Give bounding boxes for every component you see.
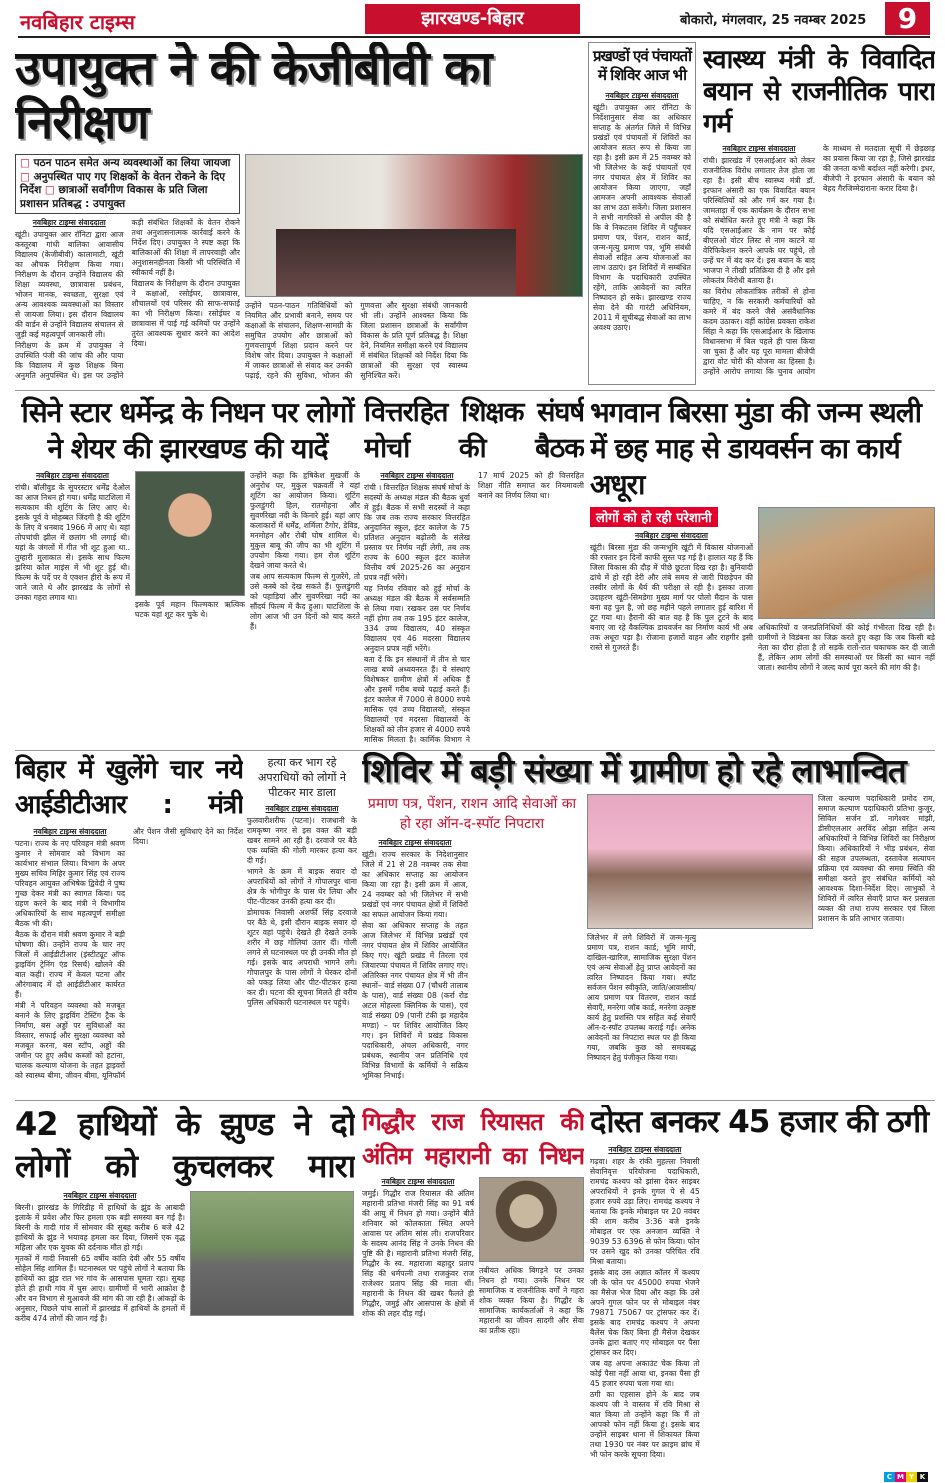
paragraph: ठगी का एहसास होने के बाद जब कश्यप जी ने वास्तव में रवि मिश्रा से बात किया तो उन्होंने कहा कि मैं तो आपको फोन नहीं किया हूं। इसके बाद उन्होंने साइबर थाना में शिकायत किया तथा 1930 पर नंबर पर क्राइम ब्रांच में भी फोन करके सूचना दिया। — [590, 1389, 700, 1459]
a12-body — [590, 1145, 935, 1460]
paragraph: जिला कल्याण पदाधिकारी प्रमोद राम, समाज कल्याण पदाधिकारी प्रतिभा कुजूर, सिविल सर्जन डॉ. नागेश्वर मांझी, डीसीएलआर अरविंद ओझा सहित अन्य अधिकारियों ने विभिन्न शिविरों का निरीक्षण किया। अधिकारियों ने भीड़ प्रबंधन, सेवा की सहज उपलब्धता, दस्तावेज सत्यापन प्रक्रिया एवं व्यवस्था की समग्र स्थिति की समीक्षा करते हुए संबंधित कर्मियों को आवश्यक दिशा-निर्देश दिए। लाभुकों ने शिविरों में त्वरित सेवाएँ प्राप्त कर प्रसन्नता व्यक्त की तथा राज्य सरकार एवं जिला प्रशासन के प्रति आभार जताया। — [818, 793, 935, 923]
byline: नवबिहार टाइम्स संवाददाता — [265, 804, 339, 813]
paragraph: फुलवारीशरीफ (पटना)। राजधानी के रामकृष्ण नगर से इस वक्त की बड़ी खबर सामने आ रही है। दरवाजे पर बैठे एक व्यक्ति की गोली मारकर हत्या कर दी गई। — [247, 816, 357, 865]
paragraph: बैठक के दौरान मंत्री श्रवण कुमार ने बड़ी घोषणा की। उन्होंने राज्य के चार नए जिलों में आईडीटीआर (इंस्टीट्यूट ऑफ ड्राइविंग ट्रेनिंग एंड रिसर्च) खोलने की बात कही। राज्य में केवल पटना और औरंगाबाद में दो आईडीटीआर कार्यरत हैं। — [15, 930, 125, 999]
a6-body-cont — [758, 623, 935, 746]
byline: नवबिहार टाइम्स संवाददाता — [378, 837, 452, 847]
a10-photo-elephants — [190, 1191, 354, 1316]
paragraph: गढ़वा। शहर के रांकी मुहल्ला निवासी सेवानिवृत्त परियोजना पदाधिकारी, रामचंद्र कश्यप को झांसा देकर साइबर अपराधियों ने इनके गुगल पे से 45 हजार रुपये उड़ा लिए। रामचंद्र कश्यप ने बताया कि इनके मोबाइल पर 20 नवंबर की शाम करीब 3:36 बजे इनके मोबाइल पर एक अनजान व्यक्ति ने 9039 53 6396 से फोन किया। फोन पर उसने खुद को उनका परिचित रवि मिश्रा बताया। — [590, 1156, 700, 1266]
paragraph: पटना। राज्य के नए परिवहन मंत्री श्रवण कुमार ने सोमवार को विभाग का कार्यभार संभाल लिया। विभाग के अपर मुख्य सचिव मिहिर कुमार सिंह एवं राज्य परिवहन आयुक्त अभिषेक द्विवेदी ने पुष्प गुच्छ देकर मंत्री का स्वागत किया। पद ग्रहण करने के बाद मंत्री ने विभागीय अधिकारियों के साथ महत्वपूर्ण समीक्षा बैठक भी की। — [15, 839, 125, 928]
paragraph: डोमाचक निवासी अशर्फी सिंह दरवाजे पर बैठे थे, इसी दौरान बाइक सवार दो शूटर वहां पहुंचे। देखते ही देखते उनके शरीर में छह गोलियां उतार दीं। गोली लगने से घटनास्थल पर ही उनकी मौत हो गई। इसके बाद अपराधी भागने लगे। गोपालपुर के पास लोगों ने घेरकर दोनों को पकड़ लिया और पीट-पीटकर हत्या कर दी। घटना की सूचना मिलते ही वरीय पुलिस अधिकारी घटनास्थल पर पहुंचे। — [247, 908, 357, 1007]
paragraph: मंत्री ने परिवहन व्यवस्था को मजबूत बनाने के लिए ड्राइविंग टेस्टिंग ट्रैक के निर्माण, बस अड्डों पर सुविधाओं का विस्तार, सफाई और सुरक्षा व्यवस्था को मजबूत करना, बस स्टॉप, अड्डों की जमीन पर हुए अवैध कब्जों को हटाना, चालक कल्याण योजना के तहत ड्राइवरों को स्वास्थ्य बीमा, जीवन बीमा, यूनिफॉर्म और पेंशन जैसी सुविधाएं देने का निर्देश दिया। — [15, 827, 243, 1080]
dateline: बोकारो, मंगलवार, 25 नवम्बर 2025 — [680, 13, 867, 28]
a4-headline: सिने स्टार धर्मेन्द्र के निधन पर लोगों ने शेयर की झारखण्ड की यादें — [21, 396, 354, 465]
a12-headline: दोस्त बनकर 45 हजार की ठगी — [590, 1105, 929, 1140]
section-title: झारखण्ड-बिहार — [365, 4, 580, 34]
byline: नवबिहार टाइम्स संवाददाता — [33, 827, 107, 836]
paragraph: भागने के क्रम में बाइक सवार दो अपराधियों को लोगों ने गोपालपुर थाना क्षेत्र के भोगीपुर के पास घेर लिया और पीट-पीटकर उनकी हत्या कर दी। — [247, 867, 357, 906]
a3-article — [703, 44, 935, 385]
a1-body-cont — [245, 301, 583, 385]
a1-body — [15, 218, 240, 385]
paragraph: उन्होंने कहा कि हृषिकेश मुखर्जी के अनुरोध पर, मुकुल चक्रवर्ती ने यहां शूटिंग का आयोजन किया। शूटिंग फुलडुंगरी हिल, रातमोहना और सुवर्णरेखा नदी के किनारे हुई। यहां आए कलाकारों में धर्मेंद्र, शर्मिला टैगोर, डेविड, मनमोहन और रोबी घोष शामिल थे। मुकुल बाबू की जीप का भी शूटिंग में उपयोग किया गया। हम रोज शूटिंग देखने जाया करते थे। — [250, 471, 360, 570]
a3-headline: स्वास्थ्य मंत्री के विवादित बयान से राजनीतिक पारा गर्म — [703, 45, 935, 139]
a4-body-col1 — [15, 471, 130, 746]
byline: नवबिहार टाइम्स संवाददाता — [36, 471, 109, 480]
byline: नवबिहार टाइम्स संवाददाता — [32, 218, 106, 228]
paragraph: रांची । वित्तरहित शिक्षक संघर्ष मोर्चा के सदस्यों के अध्यक्ष मंडल की बैठक धुर्वा में हुई। बैठक में सभी सदस्यों ने कहा कि जब तक राज्य सरकार वित्तरहित अनुदानित स्कूल, इंटर कालेज के 75 प्रतिशत अनुदान बढ़ोतरी के संलेख प्रस्ताव पर निर्णय नहीं लेगी, तब तक राज्य के 600 स्कूल इंटर कालेज वित्तीय वर्ष 2025-26 का अनुदान प्रपत्र नहीं भरेंगे। — [364, 483, 470, 582]
paragraph: बता दें कि इन संस्थानों में तीन से चार लाख बच्चे अध्ययनरत हैं। ये संस्थाएं विशेषकर ग्रामीण क्षेत्रों में अधिक हैं और इसमें गरीब बच्चे पढ़ाई करते हैं। इंटर कालेज में 7000 से 8000 रुपये मासिक एवं उच्च विद्यालयों, संस्कृत विद्यालयों एवं मदरसा विद्यालयों के शिक्षकों को तीन हजार से 4000 रुपये मासिक मिलता है। कार्मिक विभाग ने 17 मार्च 2025 को ही वित्तरहित शिक्षा नीति समाप्त कर नियमावली बनाने का निर्णय लिया था। — [364, 471, 584, 744]
a11-photo-maharani — [479, 1177, 584, 1262]
byline: नवबिहार टाइम्स संवाददाता — [380, 471, 454, 480]
a6-article — [590, 395, 935, 746]
a9-body-right — [818, 794, 935, 1095]
paragraph: जमुई। गिद्धौर राज रियासत की अंतिम महारानी प्रतिभा मंजरी सिंह का 91 वर्ष की आयु में निधन हो गया। उन्होंने बीते शनिवार को कोलकाता स्थित अपने आवास पर अंतिम सांस ली। राजपरिवार के सदस्य आनंद सिंह ने उनके निधन की पुष्टि की है। महारानी प्रतिभा मंजरी सिंह, गिद्धौर के स्व. महाराजा बहादुर प्रताप सिंह की धर्मपत्नी तथा राजकुंवर राज राजेश्वर प्रताप सिंह की माता थीं। महारानी के निधन की खबर फैलते ही गिद्धौर, जमुई और आसपास के क्षेत्रों में शोक की लहर दौड़ गई। — [362, 1189, 474, 1318]
a11-headline: गिद्धौर राज रियासत की अंतिम महारानी का निधन — [362, 1108, 584, 1170]
a10-article — [15, 1103, 355, 1463]
a7-body — [15, 827, 243, 1095]
a11-body-cont — [479, 1266, 584, 1467]
a9-article — [362, 752, 935, 1095]
cmyk-registration-mark — [884, 1464, 928, 1483]
paragraph: का विरोध लोकतांत्रिक तरीकों से होना चाहिए, न कि सरकारी कर्मचारियों को कमरे में बंद करने जैसे असंवैधानिक कदम उठाकर। वहीं कांग्रेस प्रवक्ता राकेश सिंहा ने कहा कि एसआईआर के खिलाफ विधानसभा में बिल पहले ही पास किया जा चुका है और यह पूरा मामला बीजेपी द्वारा वोट चोरी की योजना का हिस्सा है। उन्होंने आरोप लगाया कि चुनाव आयोग के माध्यम से मतदाता सूची में छेड़छाड़ का प्रयास किया जा रहा है, जिसे झारखंड की जनता कभी बर्दाश्त नहीं करेगी। इधर, बीजेपी ने इरफान अंसारी के बयान को बेहद गैरजिम्मेदाराना करार दिया है। — [703, 144, 935, 376]
page-number: 9 — [885, 2, 930, 35]
paragraph: निरीक्षण के क्रम में उपायुक्त ने उपस्थिति पंजी की जांच की और पाया कि विद्यालय में कुछ शिक्षक बिना अनुमति अनुपस्थित थे। इस पर उन्होंने कड़ी संबंधित शिक्षकों के वेतन रोकने तथा अनुशासनात्मक कार्रवाई करने के निर्देश दिए। उपायुक्त ने स्पष्ट कहा कि बालिकाओं की शिक्षा में लापरवाही और अनुशासनहीनता किसी भी परिस्थिति में स्वीकार्य नहीं है। — [15, 218, 240, 381]
paragraph: खूंटी। उपायुक्त आर रॉनिटा द्वारा आज कस्तूरबा गांधी बालिका आवासीय विद्यालय (केजीबीवी) कालामाटी, खूंटी का औचक निरीक्षण किया गया। निरीक्षण के दौरान उन्होंने विद्यालय की शिक्षा व्यवस्था, छात्रावास प्रबंधन, भोजन मानक, स्वच्छता, सुरक्षा एवं अन्य आवश्यक व्यवस्थाओं का विस्तार से जायजा लिया। इस दौरान विद्यालय की वार्डन से उन्होंने विद्यालय संचालन से जुड़ी कई महत्वपूर्ण जानकारी ली। — [15, 230, 124, 340]
a1-article — [15, 42, 583, 385]
paragraph: खूंटी। बिरसा मुंडा की जन्मभूमि खूंटी में विकास योजनाओं की रफ्तार इन दिनों काफी सुस्त पड़ गई है। हालात यह हैं कि जिला विकास की दौड़ में पीछे छूटता दिख रहा है। बुनियादी ढांचे में हो रही देरी और लंबे समय से जारी पिछड़ेपन की तस्वीर लोगों के धैर्य की परीक्षा ले रही है। इसका ताजा उदाहरण खूंटी-सिमडेगा मुख्य मार्ग पर पोलो मैदान के पास बना वह पुल है, जो छह महीने पहले लगातार हुई बारिश में टूट गया था। हैरानी की बात यह है कि पुल टूटने के बाद बनाए जा रहे वैकल्पिक डायवर्जन का निर्माण कार्य भी अब तक अधूरा पड़ा है। रोजाना हजारों वाहन और राहगीर इसी रास्ते से गुजरते हैं। — [590, 543, 753, 652]
a9-subhead: प्रमाण पत्र, पेंशन, राशन आदि सेवाओं का हो रहा ऑन-द-स्पॉट निपटारा — [367, 795, 577, 832]
a12-article — [590, 1105, 935, 1460]
cmyk-k: K — [917, 1472, 928, 1482]
byline: नवबिहार टाइम्स संवाददाता — [722, 144, 796, 153]
a9-body — [362, 838, 582, 1095]
a7-headline: बिहार में खुलेंगे चार नये आईडीटीआर : मंत्री — [15, 755, 243, 820]
divider — [15, 390, 935, 391]
paragraph: सेवा का अधिकार सप्ताह के तहत आज जिलेभर में विभिन्न प्रखंडों एवं नगर पंचायत क्षेत्र में शिविर आयोजित किए गए। खूंटी प्रखंड में तिरला एवं जियारप्पा पंचायत में शिविर लगाए गए। अतिरिक्त नगर पंचायत क्षेत्र में भी तीन स्थानों– वार्ड संख्या 07 (चौधरी तालाब के पास), वार्ड संख्या 08 (कर्रा रोड अटल मोहल्ला क्लिनिक के पास), एवं वार्ड संख्या 09 (पानी टंकी झ महादेव मण्डा) – पर शिविर आयोजित किए गए। इन शिविरों में प्रखंड विकास पदाधिकारी, अंचल अधिकारी, नगर प्रबंधक, स्थानीय जन प्रतिनिधि एवं विभिन्न विभागों के कर्मियों ने सक्रिय भूमिका निभाई। — [362, 920, 468, 1080]
a7-article — [15, 753, 243, 1095]
a4-caption — [135, 600, 245, 746]
a9-headline: शिविर में बड़ी संख्या में ग्रामीण हो रहे लाभान्वित — [362, 752, 906, 790]
a2-headline: प्रखण्डों एवं पंचायतों में शिविर आज भी — [593, 47, 691, 84]
a8-headline: हत्या कर भाग रहे अपराधियों को लोगों ने पीटकर मार डाला — [257, 756, 347, 799]
masthead: नवबिहार टाइम्स — [20, 10, 135, 34]
paragraph: यह निर्णय रविवार को हुई मोर्चा के अध्यक्ष मंडल की बैठक में सर्वसम्मति से लिया गया। रखकर उस पर निर्णय नहीं होगा तब तक 195 इंटर कालेज, 334 उच्च विद्यालय, 40 संस्कृत विद्यालय एवं 46 मदरसा विद्यालय अनुदान प्रपत्र नहीं भरेंगे। — [364, 584, 470, 653]
paragraph: मृतकों में गादी निवासी 65 वर्षीय कांति देवी और 55 वर्षीय सोहेल सिंह शामिल हैं। घटनास्थल पर पहुंचे लोगों ने बताया कि हाथियों का झुंड रात भर गांव के आसपास घूमता रहा। सुबह होते ही हाथी गांव में घुस आए। ग्रामीणों में भारी आक्रोश है और वन विभाग से मुआवजे की मांग की जा रही है। आंकड़ों के अनुसार, पिछले पांच सालों में झारखंड में हाथियों के हमलों में करीब 474 लोगों की जान गई है। — [15, 1254, 185, 1323]
paragraph: इसके पूर्व महान फिल्मकार ऋत्विक घटक यहां शूट कर चुके थे। — [135, 600, 245, 619]
a6-label: लोगों को हो रही परेशानी — [590, 507, 718, 527]
a10-headline: 42 हाथियों के झुण्ड ने दो लोगों को कुचलकर मारा — [15, 1105, 355, 1185]
paragraph: खूंटी। राज्य सरकार के निदेशानुसार जिले में 21 से 28 नवम्बर तक सेवा का अधिकार सप्ताह का आयोजन किया जा रहा है। इसी क्रम में आज, 24 नवम्बर को भी जिलेभर में सभी प्रखंडों एवं नगर पंचायत क्षेत्रों में शिविरों का सफल आयोजन किया गया। — [362, 849, 468, 919]
a4-article — [15, 395, 360, 746]
header-rule — [18, 36, 930, 38]
paragraph: जब आप सत्यकाम फिल्म से गुजरेंगे, तो उसे कस्बे को देख सकते हैं। फुलडुंगरी को पहाड़ियां और सुवर्णरेखा नदी का सौंदर्य फिल्म में कैद हुआ। घाटशिला के लोग आज भी उन दिनों को याद करते हैं। — [250, 572, 360, 631]
a11-body — [362, 1177, 474, 1467]
a5-body — [364, 471, 584, 746]
paragraph: विद्यालय के निरीक्षण के दौरान उपायुक्त ने कक्षाओं, रसोईघर, छात्रावास, शौचालयों एवं परिसर की साफ-सफाई का भी निरीक्षण किया। रसोईघर व छात्रावास में पाई गई कमियों पर उन्होंने तुरंत आवश्यक सुधार करने का आदेश दिया। — [131, 279, 240, 349]
a1-photo-inspection — [245, 154, 583, 297]
a3-body — [703, 144, 935, 385]
paragraph: तबीयत अधिक बिगड़ने पर उनका निधन हो गया। उनके निधन पर सामाजिक व राजनीतिक वर्गों ने गहरा शोक व्यक्त किया है। गिद्धौर के सामाजिक कार्यकर्ताओं ने कहा कि महारानी का जीवन सादगी और सेवा का प्रतीक रहा। — [479, 1266, 584, 1335]
paragraph: बिरनी। झारखंड के गिरिडीह में हाथियों के झुंड के आबादी इलाके में प्रवेश और फिर हमला एक बड़ी समस्या बन गई है। बिरनी के गादी गांव में सोमवार की सुबह करीब 6 बजे 42 हाथियों के झुंड ने भयावह हमला कर दिया, जिसमें एक वृद्ध महिला और एक युवक की दर्दनाक मौत हो गई। — [15, 1203, 185, 1252]
a4-photo-dharmendra — [135, 471, 245, 596]
a2-box — [588, 42, 696, 385]
a1-headline: उपायुक्त ने की केजीबीवी का निरीक्षण — [15, 42, 492, 151]
a11-article — [362, 1105, 584, 1467]
a4-body-col3 — [250, 471, 360, 746]
divider — [15, 1100, 935, 1101]
a6-photo-diversion — [758, 507, 935, 619]
a5-article — [364, 395, 584, 746]
byline: नवबिहार टाइम्स संवाददाता — [605, 91, 679, 100]
byline: नवबिहार टाइम्स संवाददाता — [63, 1191, 137, 1200]
paragraph: उन्होंने पठन-पाठन गतिविधियों को नियमित और प्रभावी बनाने, समय पर कक्षाओं के संचालन, शिक्षण-सामग्री के समुचित उपयोग और छात्राओं को गुणवत्तापूर्ण शिक्षा प्रदान करने पर विशेष जोर दिया। उपायुक्त ने कक्षाओं में जाकर छात्राओं से संवाद कर उनकी पढ़ाई, रहने की सुविधा, भोजन की गुणवत्ता और सुरक्षा संबंधी जानकारी भी ली। उन्होंने आश्वस्त किया कि जिला प्रशासन छात्राओं के सर्वांगीण विकास के प्रति पूर्ण प्रतिबद्ध है। शिक्षा देने, नियमित समीक्षा करने एवं विद्यालय में संबंधित शिक्षकों को निर्देश दिया कि छात्राओं की सुरक्षा एवं स्वास्थ्य सुनिश्चित करें। — [245, 301, 468, 381]
paragraph: रांची। बॉलीवुड के सुपरस्टार धर्मेंद्र देओल का आज निधन हो गया। धर्मेंद्र घाटशिला में सत्यकाम की शूटिंग के लिए आए थे। इसके पूर्व वे मोहब्बत जिंदगी है की शूटिंग के लिए वे धनबाद 1966 में आए थे। यहां तोपचांची झील में छलांग भी लगाई थी। यहां के जंगलों में गीत भी शूट हुआ था.. तुम्हारी मुलाकात से। इसके साथ फिल्म झरिया कोल माइंस में भी शूट हुई थी। फिल्म के पर्दे पर वे एक्शन हीरो के रूप में जाने जाते थे और झारखंड के लोगों से उनका गहरा लगाव था। — [15, 483, 130, 602]
a10-body — [15, 1191, 185, 1463]
byline: नवबिहार टाइम्स संवाददाता — [381, 1177, 455, 1186]
divider — [15, 750, 935, 751]
paragraph: जब वह अपना अकाउंट चेक किया तो कोई पैसा नहीं आया था, इनका पैसा ही 45 हजार रुपया चला गया था। — [590, 1358, 700, 1388]
a6-body — [590, 531, 753, 746]
paragraph: इसके बाद उस अज्ञात कॉलर में कश्यप जी के फोन पर 45000 रुपया भेजने का मैसेज भेज दिया और कहा कि उसे अपने गुगल फोन पर से मोबाइल नंबर 79871 75067 पर ट्रांसफर कर दें। इसके बाद रामचंद्र कश्यप ने अपना बैलेंस चेक किए बिना ही मैसेज देखकर उनके द्वारा बताए गए मोबाइल पर पैसा ट्रांसफर कर दिए। — [590, 1267, 700, 1357]
a9-body-cont — [587, 933, 813, 1095]
a9-photo-camp — [587, 794, 813, 929]
paragraph: अधिकारियों व जनप्रतिनिधियों की कोई गंभीरता दिख रही है। ग्रामीणों ने विडंबना का जिक्र करते हुए कहा कि जब किसी बड़े नेता का दौरा होता है तो सड़कें रातों-रात चकाचक कर दी जाती हैं, लेकिन आम लोगों की समस्याओं पर किसी का ध्यान नहीं जाता। स्थानीय लोगों ने जल्द कार्य पूरा करने की मांग की है। — [758, 623, 935, 672]
a8-body — [247, 804, 357, 1095]
a5-headline: वित्तरहित शिक्षक संघर्ष मोर्चा की बैठक — [364, 397, 584, 464]
paragraph: रांची। झारखंड में एसआईआर को लेकर राजनीतिक विरोध लगातार तेज होता जा रहा है। इसी बीच स्वास्थ्य मंत्री डॉ. इरफान अंसारी का एक विवादित बयान परिस्थितियों को और गर्म कर गया है। जामताड़ा में एक कार्यक्रम के दौरान सभा को संबोधित करते हुए मंत्री ने कहा कि यदि एसआईआर के नाम पर कोई बीएलओ वोटर लिस्ट से नाम काटने या वेरिफिकेशन करने आपके घर पहुंचे, तो उन्हें घर में बंद कर दें। इस बयान के बाद भाजपा ने तीखी प्रतिक्रिया दी है और इसे लोकतंत्र विरोधी बताया है। — [703, 156, 815, 285]
cmyk-y: Y — [906, 1472, 917, 1482]
paragraph: जिलेभर में लगे शिविरों में जन्म-मृत्यु प्रमाण पत्र, राशन कार्ड, भूमि मापी, दाखिल-खारिज, सामाजिक सुरक्षा पेंशन एवं अन्य सेवाओं हेतु प्राप्त आवेदनों का त्वरित निष्पादन किया गया। स्पॉट सर्वजन पेंशन स्वीकृति, जाति/आवासीय/आय प्रमाण पत्र वितरण, राशन कार्ड सेवाएँ, मनरेगा जॉब कार्ड, मनरेगा उत्कृष्ट कार्य हेतु प्रशस्ति पत्र सहित कई सेवाएँ ऑन-द-स्पॉट उपलब्ध कराई गईं। अनेक आवेदनों का निपटारा स्थल पर ही किया गया, जबकि कुछ को समयबद्ध निष्पादन हेतु पंजीकृत किया गया। — [587, 932, 696, 1062]
highlight: अनुपस्थित पाए गए शिक्षकों के वेतन रोकने के दिए निर्देश — [20, 170, 226, 197]
a8-article — [247, 755, 357, 1095]
highlight: छात्राओं सर्वांगीण विकास के प्रति जिला प्रशासन प्रतिबद्ध : उपायुक्त — [20, 184, 208, 210]
highlight: पठन पाठन समेत अन्य व्यवस्थाओं का लिया जायजा — [33, 157, 231, 170]
a1-highlights: □ पठन पाठन समेत अन्य व्यवस्थाओं का लिया जायजा □ अनुपस्थित पाए गए शिक्षकों के वेतन रोकने के दिए निर्देश □ छात्राओं सर्वांगीण विकास के प्रति जिला प्रशासन प्रतिबद्ध : उपायुक्त — [15, 154, 240, 214]
cmyk-m: M — [895, 1472, 906, 1482]
cmyk-c: C — [884, 1472, 895, 1482]
a6-headline: भगवान बिरसा मुंडा की जन्म स्थली में छह माह से डायवर्सन का कार्य अधूरा — [590, 396, 922, 501]
byline: नवबिहार टाइम्स संवाददाता — [635, 531, 708, 540]
byline: नवबिहार टाइम्स संवाददाता — [608, 1144, 682, 1154]
paragraph: खूंटी। उपायुक्त आर रॉनिटा के निर्देशानुसार सेवा का अधिकार सप्ताह के अंतर्गत जिले में विभिन्न प्रखंडों एवं पंचायतों में शिविरों का आयोजन सतत रूप से किया जा रहा है। इसी क्रम में 25 नवम्बर को भी जिलेभर के कई पंचायतों एवं नगर पंचायत क्षेत्र में शिविर का आयोजन किया जाएगा, जहाँ आमजन अपनी आवश्यक सेवाओं का लाभ उठा सकेंगे। जिला प्रशासन ने सभी नागरिकों से अपील की है कि वे निकटतम शिविर में पहुँचकर प्रमाण पत्र, पेंशन, राशन कार्ड, जन्म-मृत्यु प्रमाण पत्र, भूमि संबंधी सेवाओं सहित अन्य योजनाओं का लाभ उठाएं। इन शिविरों में सम्बंधित विभाग के पदाधिकारी उपस्थित रहेंगे, ताकि आवेदनों का त्वरित निष्पादन हो सके। झारखण्ड राज्य सेवा देने की गारंटी अधिनियम, 2011 में सूचीबद्ध सेवाओं का लाभ अवश्य उठाएं। — [593, 103, 691, 332]
